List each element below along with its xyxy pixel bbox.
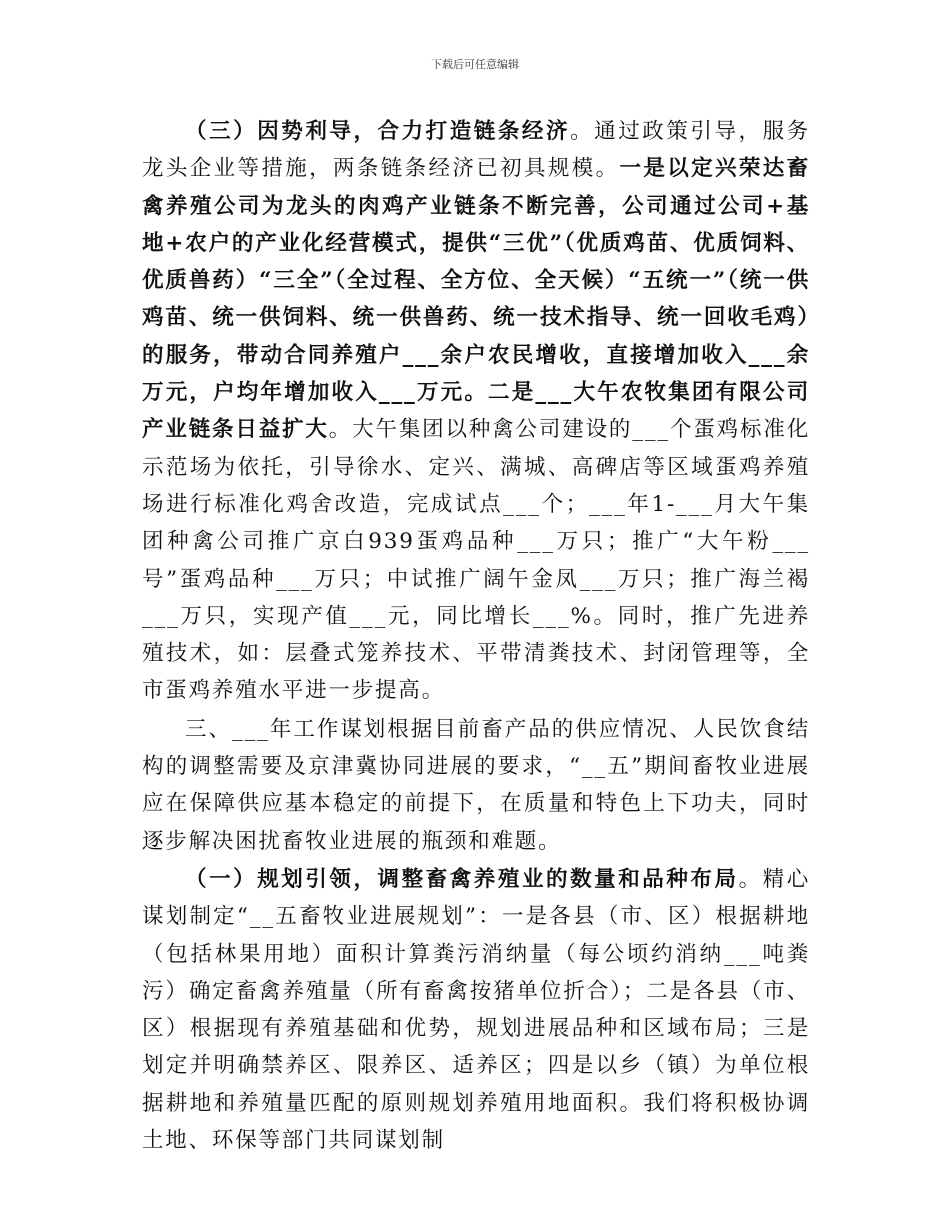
page-header: 下载后可任意编辑	[431, 58, 519, 71]
paragraph-work-plan	[142, 711, 810, 860]
paragraph-text: 。通过政策引导，服务龙头企业等措施，两条链条经济已初具规模。	[142, 119, 810, 182]
paragraph-text: 。精心谋划制定“__五畜牧业进展规划”：一是各县（市、区）根据耕地（包括林果用地）面积计算粪污消纳量（每公顷约消纳___吨粪污）确定畜禽养殖量（所有畜禽按猪单位折合）；二是各县（市、区）根据现有养殖基础和优势，规划进展品种和区域布局；三是划定并明确禁养区、限养区、适养区；四是以乡（镇）为单位根据耕地和养殖量匹配的原则规划养殖用地面积。我们将积极协调土地、环保等部门共同谋划制	[142, 866, 810, 1154]
paragraph-planning	[142, 861, 810, 1159]
paragraph-chain-economy	[142, 113, 810, 710]
section-heading: （三）因势利导，合力打造链条经济	[185, 119, 571, 144]
document-body	[142, 113, 810, 1159]
paragraph-text: 。大午集团以种禽公司建设的___个蛋鸡标准化示范场为依托，引导徐水、定兴、满城、高碑店等区域蛋鸡养殖场进行标准化鸡舍改造，完成试点___个；___年1-___月大午集团种禽公司推广京白939蛋鸡品种___万只；推广“大午粉___号”蛋鸡品种___万只；中试推广阔午金凤___万只；推广海兰褐___万只，实现产值___元，同比增长___%。同时，推广先进养殖技术，如：层叠式笼养技术、平带清粪技术、封闭管理等，全市蛋鸡养殖水平进一步提高。	[142, 417, 811, 704]
paragraph-text: 三、___年工作谋划根据目前畜产品的供应情况、人民饮食结构的调整需要及京津冀协同进展的要求，“__五”期间畜牧业进展应在保障供应基本稳定的前提下，在质量和特色上下功夫，同时逐步解决困扰畜牧业进展的瓶颈和难题。	[142, 716, 810, 854]
section-heading: （一）规划引领，调整畜禽养殖业的数量和品种布局	[185, 866, 739, 892]
bold-text: 一是以定兴荣达畜禽养殖公司为龙头的肉鸡产业链条不断完善，公司通过公司+基地+农户的产业化经营模式，提供“三优”（优质鸡苗、优质饲料、优质兽药）“三全”（全过程、全方位、全天候）“五统一”（统一供鸡苗、统一供饲料、统一供兽药、统一技术指导、统一回收毛鸡）的服务，带动合同养殖户___余户农民增收，直接增加收入___余万元，户均年增加收入___万元。二是___大午农牧集团有限公司产业链条日益扩大	[142, 156, 810, 443]
